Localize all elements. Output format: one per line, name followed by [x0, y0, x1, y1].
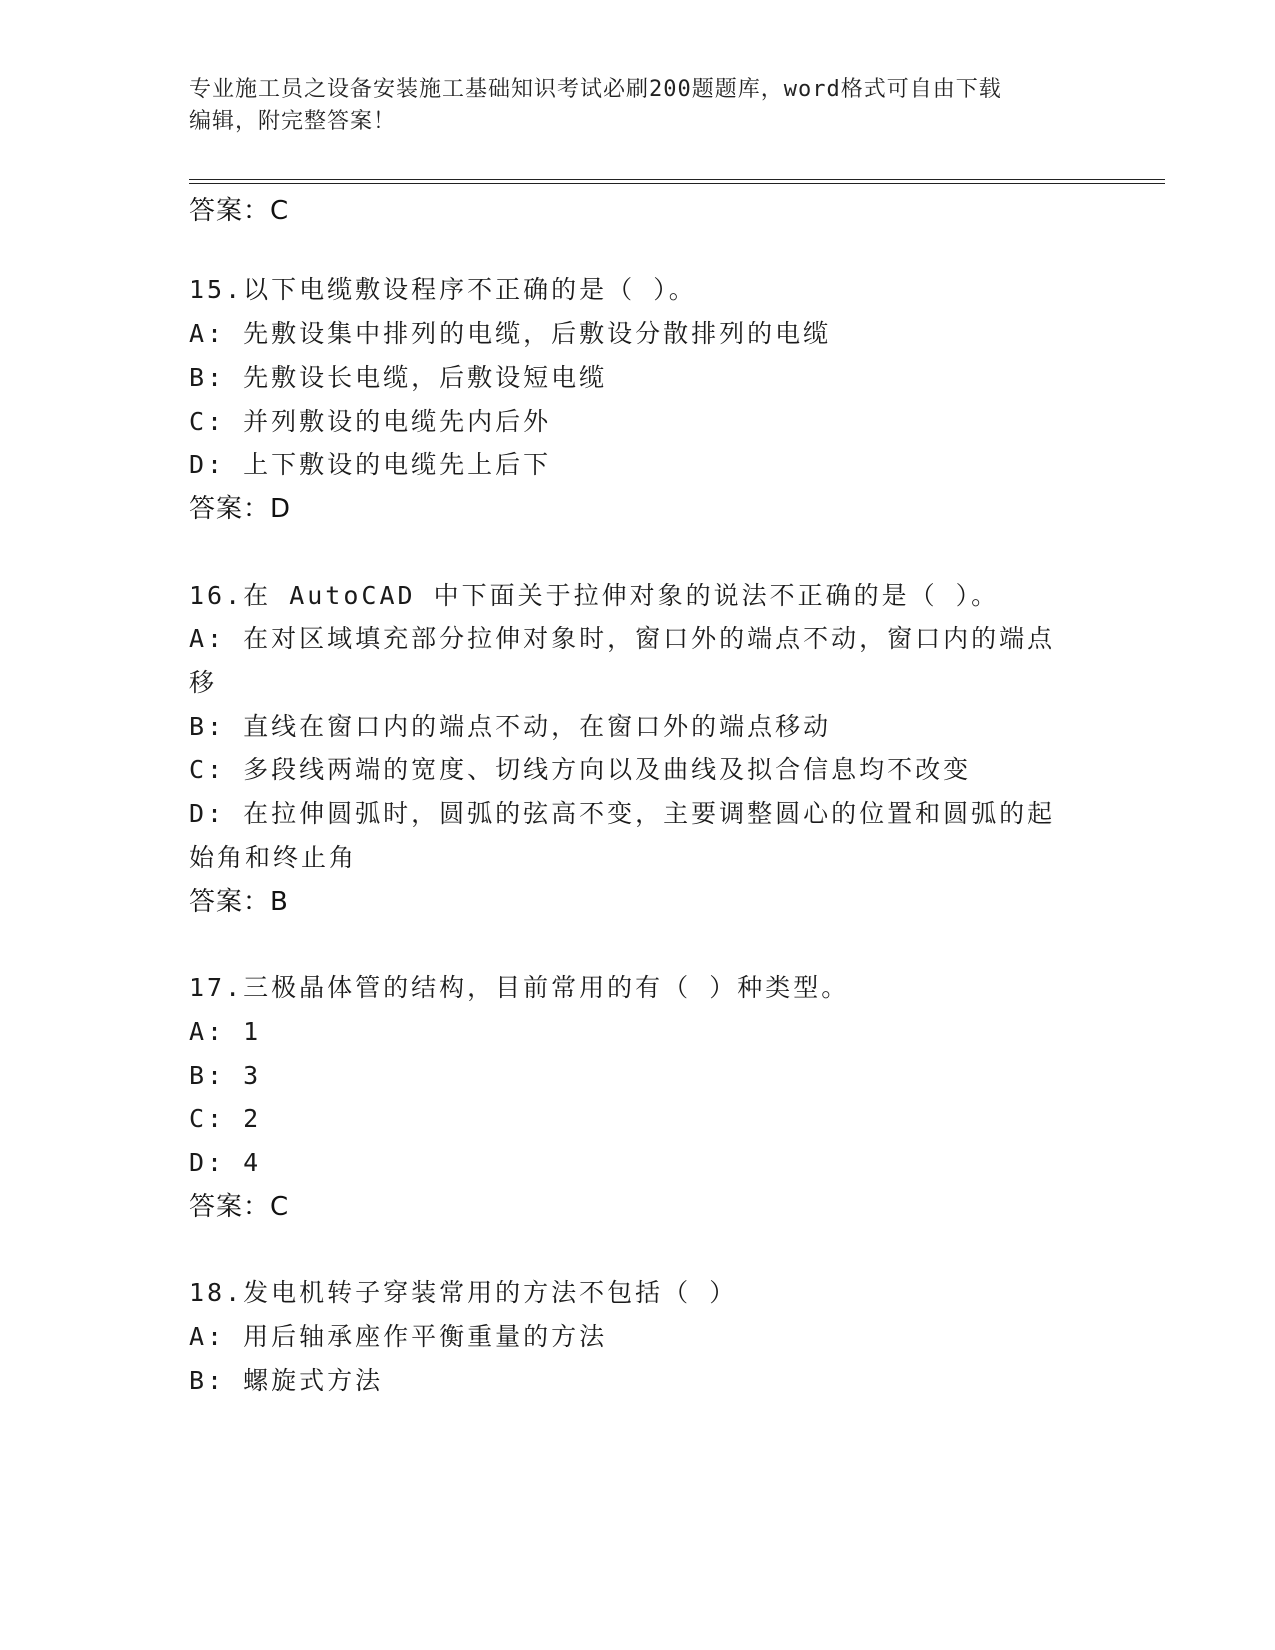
question-15-stem: 15.以下电缆敷设程序不正确的是（ ）。 — [189, 275, 697, 304]
question-17-stem: 17.三极晶体管的结构，目前常用的有（ ）种类型。 — [189, 973, 850, 1002]
header-line-1: 专业施工员之设备安装施工基础知识考试必刷200题题库，word格式可自由下载 — [189, 77, 1002, 102]
question-18-option-b: B: 螺旋式方法 — [189, 1366, 384, 1395]
document-header — [189, 74, 1089, 138]
header-line-2: 编辑，附完整答案！ — [189, 109, 397, 134]
header-divider-top — [189, 179, 1165, 180]
question-16-option-a: A: 在对区域填充部分拉伸对象时，窗口外的端点不动，窗口内的端点 — [189, 624, 1056, 653]
question-16-option-a-continued: 移 — [189, 668, 218, 697]
question-15-option-d: D: 上下敷设的电缆先上后下 — [189, 450, 552, 479]
header-divider-bottom — [189, 183, 1165, 184]
answer-17: 答案：C — [189, 1192, 290, 1222]
question-17-option-c: C: 2 — [189, 1104, 262, 1133]
question-17-option-b: B: 3 — [189, 1061, 262, 1090]
question-17-option-a: A: 1 — [189, 1017, 262, 1046]
question-15-option-c: C: 并列敷设的电缆先内后外 — [189, 407, 552, 436]
question-17-option-d: D: 4 — [189, 1148, 262, 1177]
answer-16: 答案：B — [189, 887, 289, 917]
question-18-option-a: A: 用后轴承座作平衡重量的方法 — [189, 1322, 608, 1351]
answer-14: 答案：C — [189, 196, 290, 226]
question-15-option-a: A: 先敷设集中排列的电缆，后敷设分散排列的电缆 — [189, 319, 832, 348]
answer-15: 答案：D — [189, 494, 292, 524]
question-18-stem: 18.发电机转子穿装常用的方法不包括（ ） — [189, 1278, 738, 1307]
question-16-option-c: C: 多段线两端的宽度、切线方向以及曲线及拟合信息均不改变 — [189, 755, 972, 784]
question-15-option-b: B: 先敷设长电缆，后敷设短电缆 — [189, 363, 608, 392]
question-16-option-b: B: 直线在窗口内的端点不动，在窗口外的端点移动 — [189, 712, 832, 741]
question-16-stem: 16.在 AutoCAD 中下面关于拉伸对象的说法不正确的是（ ）。 — [189, 581, 1000, 610]
question-16-option-d: D: 在拉伸圆弧时，圆弧的弦高不变，主要调整圆心的位置和圆弧的起 — [189, 799, 1056, 828]
question-16-option-d-continued: 始角和终止角 — [189, 843, 358, 872]
